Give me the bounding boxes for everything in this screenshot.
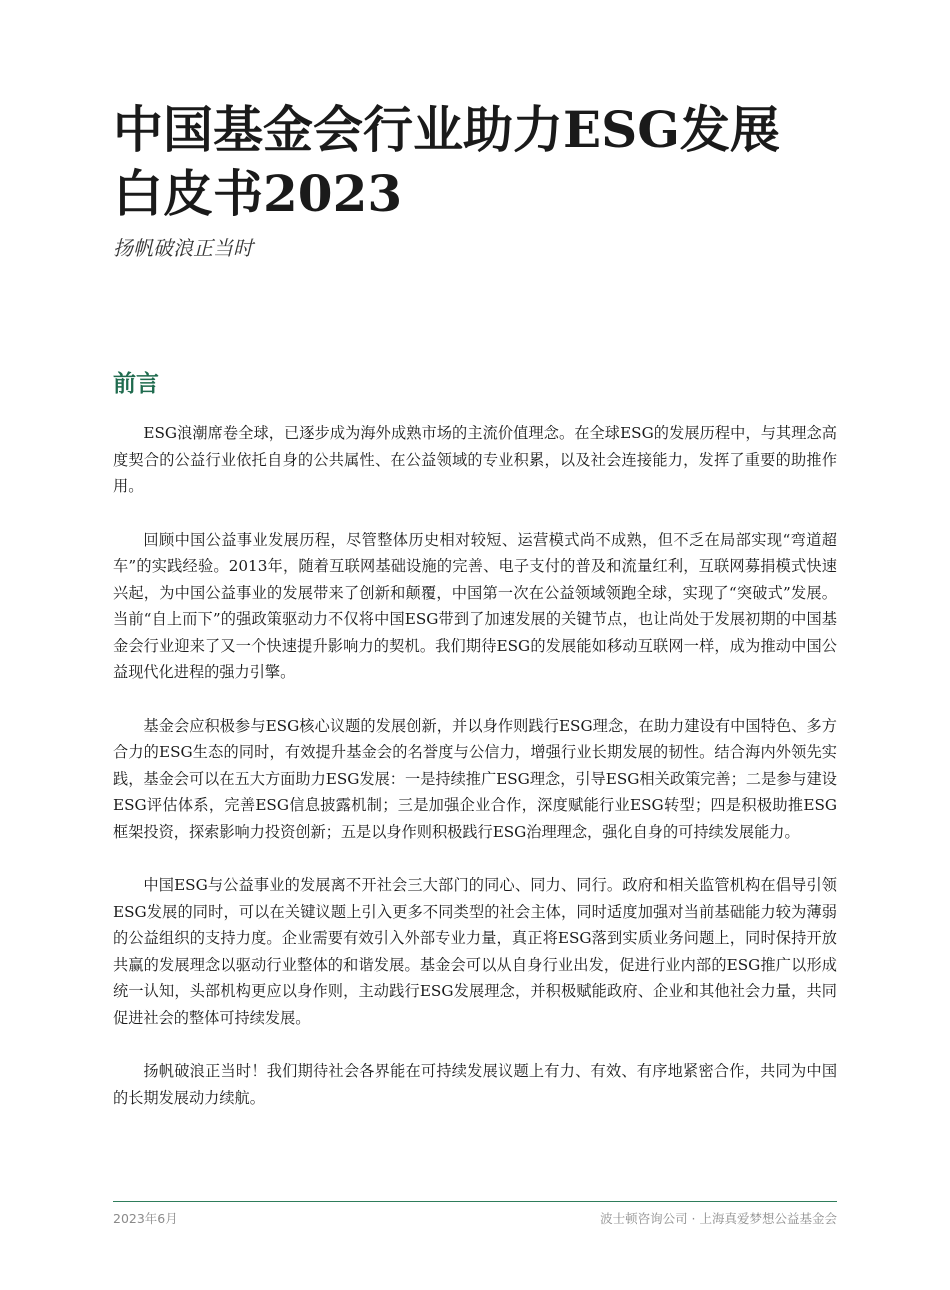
footer-publisher: 波士顿咨询公司 · 上海真爱梦想公益基金会 — [600, 1211, 837, 1226]
paragraph-3: 基金会应积极参与ESG核心议题的发展创新，并以身作则践行ESG理念，在助力建设有中国特色、多方合力的ESG生态的同时，有效提升基金会的名誉度与公信力，增强行业长期发展的韧性。结合海内外领先实践，基金会可以在五大方面助力ESG发展：一是持续推广ESG理念，引导ESG相关政策完善；二是参与建设ESG评估体系，完善ESG信息披露机制；三是加强企业合作，深度赋能行业ESG转型；四是积极助推ESG框架投资，探索影响力投资创新；五是以身作则积极践行ESG治理理念，强化自身的可持续发展能力。 — [113, 716, 837, 841]
paragraph-1: ESG浪潮席卷全球，已逐步成为海外成熟市场的主流价值理念。在全球ESG的发展历程中，与其理念高度契合的公益行业依托自身的公共属性、在公益领域的专业积累，以及社会连接能力，发挥了重要的助推作用。 — [113, 424, 837, 495]
document-title-line-1: 中国基金会行业助力ESG发展 — [113, 100, 780, 159]
paragraph-2: 回顾中国公益事业发展历程，尽管整体历史相对较短、运营模式尚不成熟，但不乏在局部实现“弯道超车”的实践经验。2013年，随着互联网基础设施的完善、电子支付的普及和流量红利，互联网募捐模式快速兴起，为中国公益事业的发展带来了创新和颠覆，中国第一次在公益领域领跑全球，实现了“突破式”发展。当前“自上而下”的强政策驱动力不仅将中国ESG带到了加速发展的关键节点，也让尚处于发展初期的中国基金会行业迎来了又一个快速提升影响力的契机。我们期待ESG的发展能如移动互联网一样，成为推动中国公益现代化进程的强力引擎。 — [113, 530, 837, 681]
title-block — [113, 98, 853, 262]
paragraph-4: 中国ESG与公益事业的发展离不开社会三大部门的同心、同力、同行。政府和相关监管机构在倡导引领ESG发展的同时，可以在关键议题上引入更多不同类型的社会主体，同时适度加强对当前基础能力较为薄弱的公益组织的支持力度。企业需要有效引入外部专业力量，真正将ESG落到实质业务问题上，同时保持开放共赢的发展理念以驱动行业整体的和谐发展。基金会可以从自身行业出发，促进行业内部的ESG推广以形成统一认知，头部机构更应以身作则，主动践行ESG发展理念，并积极赋能政府、企业和其他社会力量，共同促进社会的整体可持续发展。 — [113, 876, 837, 1027]
section-heading: 前言 — [113, 370, 159, 397]
footer-divider — [113, 1201, 837, 1202]
body-text — [113, 420, 837, 1138]
document-title-line-2: 白皮书2023 — [113, 164, 403, 223]
paragraph-5: 扬帆破浪正当时！我们期待社会各界能在可持续发展议题上有力、有效、有序地紧密合作，共同为中国的长期发展动力续航。 — [113, 1062, 837, 1107]
document-subtitle: 扬帆破浪正当时 — [113, 236, 253, 260]
footer-date: 2023年6月 — [113, 1211, 178, 1226]
